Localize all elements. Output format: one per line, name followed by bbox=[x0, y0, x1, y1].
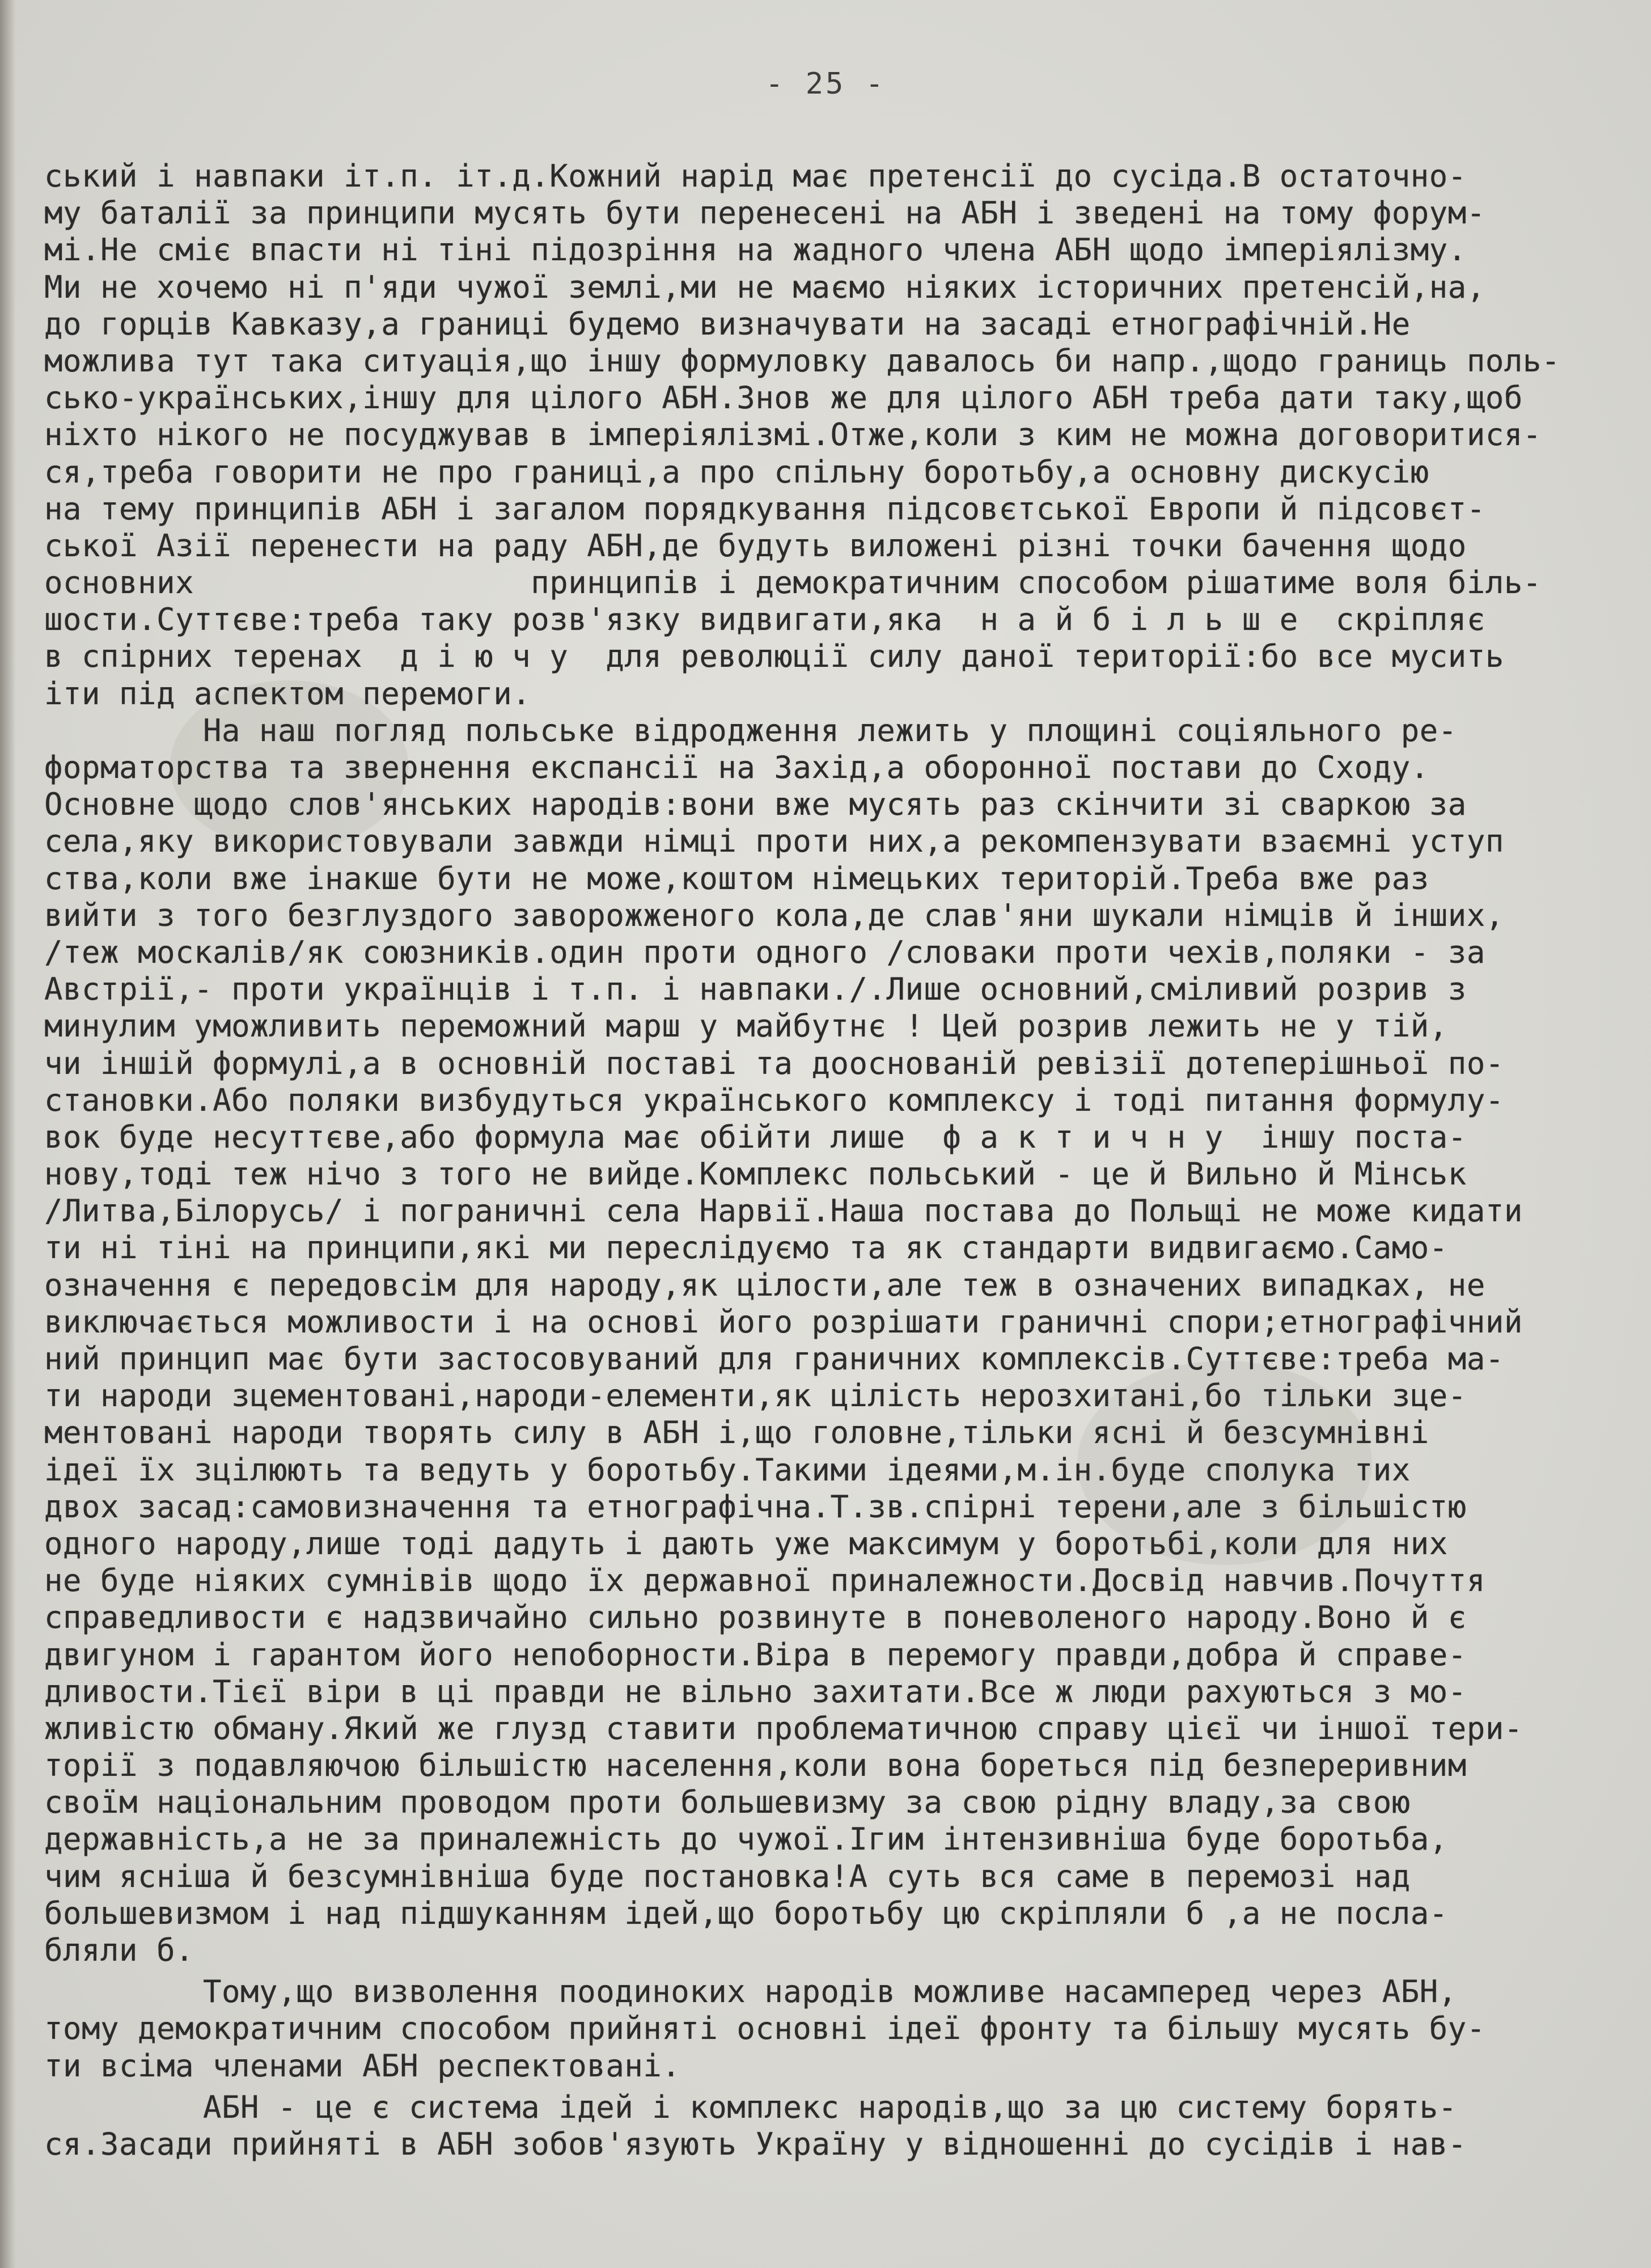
text-line: вок буде несуттєве,або формула має обійти лише ф а к т и ч н у іншу поста- bbox=[44, 1119, 1467, 1155]
text-line: ський і навпаки іт.п. іт.д.Кожний нарід має претенсії до сусіда.В остаточно- bbox=[44, 158, 1467, 194]
text-line: можлива тут така ситуація,що іншу формуловку давалось би напр.,щодо границь поль- bbox=[44, 342, 1560, 379]
text-line: іти під аспектом перемоги. bbox=[44, 675, 531, 712]
text-line: ської Азії перенести на раду АБН,де будуть виложені різні точки бачення щодо bbox=[44, 527, 1467, 564]
text-line: чи іншій формулі,а в основній поставі та дооснованій ревізії дотеперішньої по- bbox=[44, 1045, 1504, 1081]
text-line: ся,треба говорити не про границі,а про спільну боротьбу,а основну дискусію bbox=[44, 454, 1429, 490]
text-line: /теж москалів/як союзників.один проти одного /словаки проти чехів,поляки - за bbox=[44, 934, 1485, 970]
text-line: торії з подавляючою більшістю населення,коли вона бореться під безпереривним bbox=[44, 1747, 1467, 1784]
text-line: Ми не хочемо ні п'яди чужої землі,ми не маємо ніяких історичних претенсій,на, bbox=[44, 269, 1485, 305]
paragraph-start-line: На наш погляд польське відродження лежить у площині соціяльного ре- bbox=[203, 712, 1457, 748]
text-line: ти ні тіні на принципи,які ми переслідуємо та як стандарти видвигаємо.Само- bbox=[44, 1230, 1448, 1266]
text-line: чим ясніша й безсумнівніша буде постановка!А суть вся саме в перемозі над bbox=[44, 1858, 1411, 1894]
page-shadow-edge bbox=[0, 0, 16, 2268]
typed-body-text bbox=[44, 158, 1620, 2163]
text-line: основних принципів і демократичним способом рішатиме воля біль- bbox=[44, 565, 1542, 601]
paragraph-start-line: АБН - це є система ідей і комплекс народів,що за цю систему борять- bbox=[203, 2089, 1457, 2125]
text-line: ти народи зцементовані,народи-елементи,як цілість нерозхитані,бо тільки зце- bbox=[44, 1378, 1467, 1414]
text-line: му баталії за принципи мусять бути перенесені на АБН і зведені на тому форум- bbox=[44, 195, 1485, 231]
text-line: дливости.Тієї віри в ці правди не вільно захитати.Все ж люди рахуються з мо- bbox=[44, 1673, 1467, 1710]
text-line: минулим уможливить переможний марш у майбутнє ! Цей розрив лежить не у тій, bbox=[44, 1008, 1448, 1044]
text-line: своїм національним проводом проти большевизму за свою рідну владу,за свою bbox=[44, 1784, 1411, 1821]
text-line: ментовані народи творять силу в АБН і,що головне,тільки ясні й безсумнівні bbox=[44, 1415, 1429, 1451]
text-line: нову,тоді теж нічо з того не вийде.Комплекс польський - це й Вильно й Мінськ bbox=[44, 1156, 1467, 1192]
text-line: тому демократичним способом прийняті основні ідеї фронту та більшу мусять бу- bbox=[44, 2011, 1485, 2047]
text-line: шости.Суттєве:треба таку розв'язку видвигати,яка н а й б і л ь ш е скріпляє bbox=[44, 602, 1485, 638]
text-line: /Литва,Білорусь/ і пограничні села Нарвії.Наша постава до Польщі не може кидати bbox=[44, 1193, 1523, 1229]
text-line: мі.Не сміє впасти ні тіні підозріння на жадного члена АБН щодо імперіялізму. bbox=[44, 232, 1467, 268]
text-line: ства,коли вже інакше бути не може,коштом німецьких територій.Треба вже раз bbox=[44, 860, 1429, 896]
text-line: означення є передовсім для народу,як цілости,але теж в означених випадках, не bbox=[44, 1267, 1485, 1303]
text-line: Основне щодо слов'янських народів:вони вже мусять раз скінчити зі сваркою за bbox=[44, 786, 1467, 823]
text-line: справедливости є надзвичайно сильно розвинуте в поневоленого народу.Воно й є bbox=[44, 1600, 1467, 1636]
text-line: ідеї їх зцілюють та ведуть у боротьбу.Такими ідеями,м.ін.буде сполука тих bbox=[44, 1452, 1411, 1488]
page-number: - 25 - bbox=[765, 67, 886, 101]
text-line: села,яку використовували завжди німці проти них,а рекомпензувати взаємні уступ bbox=[44, 823, 1504, 860]
text-line: становки.Або поляки визбудуться українського комплексу і тоді питання формулу- bbox=[44, 1082, 1504, 1118]
text-line: не буде ніяких сумнівів щодо їх державної приналежности.Досвід навчив.Почуття bbox=[44, 1563, 1485, 1599]
text-line: ся.Засади прийняті в АБН зобов'язують Україну у відношенні до сусідів і нав- bbox=[44, 2126, 1467, 2162]
text-line: виключається можливости і на основі його розрішати граничні спори;етнографічний bbox=[44, 1304, 1523, 1340]
text-line: одного народу,лише тоді дадуть і дають уже максимум у боротьбі,коли для них bbox=[44, 1525, 1448, 1562]
text-line: вийти з того безглуздого заворожженого кола,де слав'яни шукали німців й інших, bbox=[44, 897, 1504, 933]
text-line: Австрії,- проти українців і т.п. і навпаки./.Лише основний,сміливий розрив з bbox=[44, 971, 1467, 1008]
text-line: ний принцип має бути застосовуваний для граничних комплексів.Суттєве:треба ма- bbox=[44, 1341, 1504, 1377]
text-line: на тему принципів АБН і загалом порядкування підсовєтської Европи й підсовєт- bbox=[44, 490, 1485, 527]
text-line: ти всіма членами АБН респектовані. bbox=[44, 2047, 681, 2084]
text-line: бляли б. bbox=[44, 1932, 194, 1968]
text-line: до горців Кавказу,а границі будемо визначувати на засаді етнографічній.Не bbox=[44, 306, 1411, 342]
text-line: большевизмом і над підшуканням ідей,що боротьбу цю скріпляли б ,а не посла- bbox=[44, 1895, 1448, 1931]
paragraph-start-line: Тому,що визволення поодиноких народів можливе насамперед через АБН, bbox=[203, 1974, 1457, 2010]
text-line: ніхто нікого не посуджував в імперіялізмі.Отже,коли з ким не можна договоритися- bbox=[44, 417, 1542, 453]
text-line: двох засад:самовизначення та етнографічна.Т.зв.спірні терени,але з більшістю bbox=[44, 1488, 1467, 1525]
text-line: двигуном і гарантом його непоборности.Віра в перемогу правди,добра й справе- bbox=[44, 1636, 1467, 1673]
text-line: в спірних теренах д і ю ч у для революції силу даної території:бо все мусить bbox=[44, 638, 1504, 675]
text-line: жливістю обману.Який же глузд ставити проблематичною справу цієї чи іншої тери- bbox=[44, 1710, 1523, 1746]
text-line: сько-українських,іншу для цілого АБН.Знов же для цілого АБН треба дати таку,щоб bbox=[44, 380, 1523, 416]
text-line: форматорства та звернення експансії на Захід,а оборонної постави до Сходу. bbox=[44, 750, 1429, 785]
text-line: державність,а не за приналежність до чужої.Ігим інтензивніша буде боротьба, bbox=[44, 1821, 1448, 1857]
